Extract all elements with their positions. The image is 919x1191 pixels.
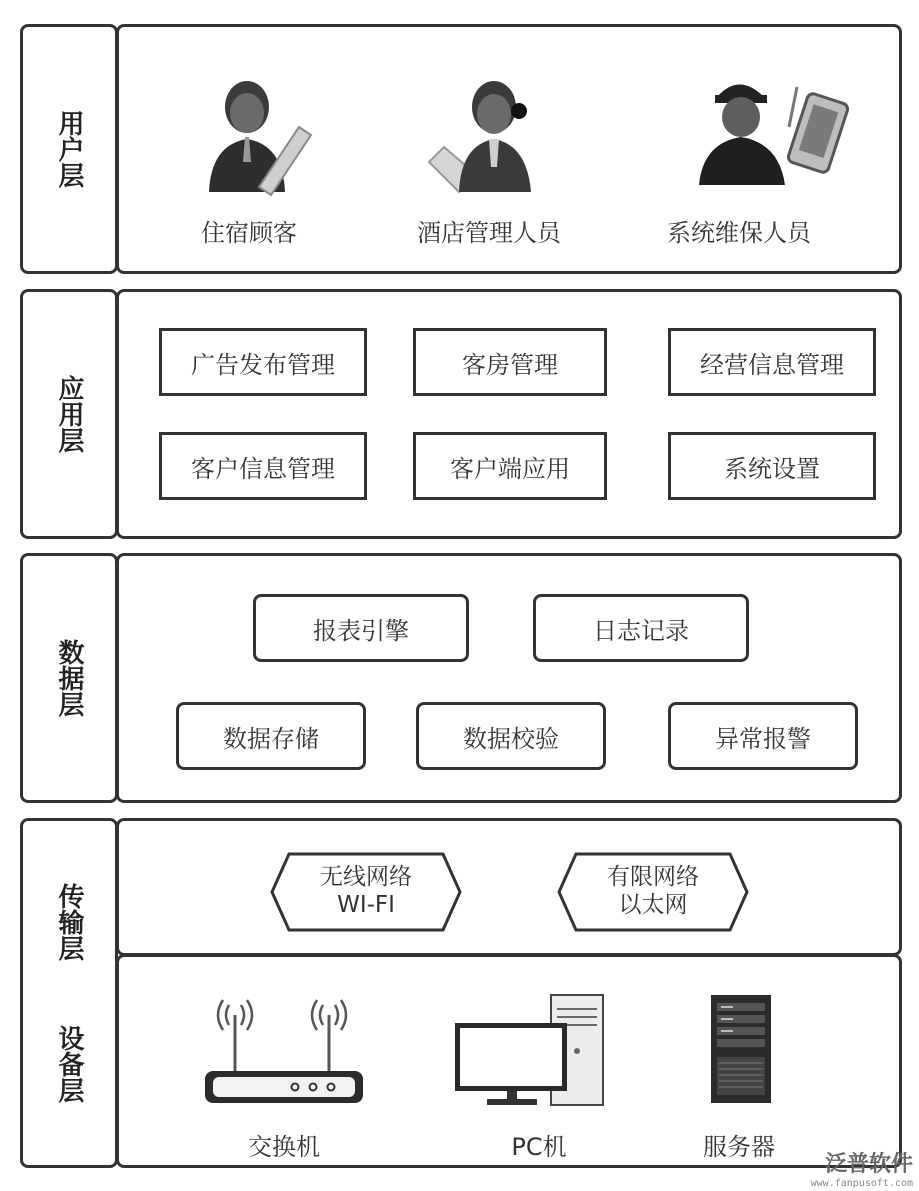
app-module-customer-info: 客户信息管理 bbox=[159, 432, 367, 500]
watermark-url: www.fanpusoft.com bbox=[810, 1178, 913, 1189]
pc-icon bbox=[451, 991, 611, 1111]
wifi-network-line1: 无线网络 bbox=[320, 864, 412, 890]
transport-device-label bbox=[20, 818, 118, 1168]
user-caption-maintenance: 系统维保人员 bbox=[667, 219, 811, 247]
device-caption-pc: PC机 bbox=[511, 1133, 567, 1161]
data-module-log-record: 日志记录 bbox=[533, 594, 749, 662]
transport-layer-panel bbox=[116, 818, 902, 956]
user-caption-guest: 住宿顾客 bbox=[201, 219, 297, 247]
watermark bbox=[811, 1147, 913, 1189]
app-module-client-app: 客户端应用 bbox=[413, 432, 607, 500]
data-module-data-storage: 数据存储 bbox=[176, 702, 366, 770]
wired-network-line2: 以太网 bbox=[618, 892, 688, 918]
application-layer-label bbox=[20, 289, 118, 539]
data-layer-label bbox=[20, 553, 118, 803]
wifi-network-label bbox=[269, 863, 463, 919]
user-layer-panel bbox=[116, 24, 902, 274]
data-module-report-engine: 报表引擎 bbox=[253, 594, 469, 662]
watermark-brand: 泛普软件 bbox=[824, 1152, 913, 1177]
wired-network-line1: 有限网络 bbox=[607, 864, 699, 890]
wifi-network-line2: WI-FI bbox=[337, 892, 395, 918]
data-layer-panel bbox=[116, 553, 902, 803]
app-module-ad-publish: 广告发布管理 bbox=[159, 328, 367, 396]
user-caption-manager: 酒店管理人员 bbox=[417, 219, 561, 247]
data-layer-title: 数据层 bbox=[54, 639, 84, 717]
device-layer-title: 设备层 bbox=[54, 1025, 84, 1103]
server-icon bbox=[709, 993, 773, 1105]
application-layer-panel bbox=[116, 289, 902, 539]
device-caption-server: 服务器 bbox=[703, 1133, 775, 1161]
app-module-room-management: 客房管理 bbox=[413, 328, 607, 396]
data-module-data-validation: 数据校验 bbox=[416, 702, 606, 770]
guest-user-icon bbox=[199, 67, 319, 197]
device-caption-router: 交换机 bbox=[248, 1133, 320, 1161]
application-layer-title: 应用层 bbox=[54, 375, 84, 453]
app-module-business-info: 经营信息管理 bbox=[668, 328, 876, 396]
user-layer-label bbox=[20, 24, 118, 274]
data-module-exception-alarm: 异常报警 bbox=[668, 702, 858, 770]
wired-network-label bbox=[556, 863, 750, 919]
hotel-manager-icon bbox=[419, 67, 549, 197]
maintenance-staff-icon bbox=[689, 67, 849, 197]
app-module-system-settings: 系统设置 bbox=[668, 432, 876, 500]
router-icon bbox=[199, 993, 369, 1113]
transport-layer-title: 传输层 bbox=[54, 883, 84, 961]
user-layer-title: 用户层 bbox=[54, 110, 84, 188]
device-layer-panel bbox=[116, 954, 902, 1168]
